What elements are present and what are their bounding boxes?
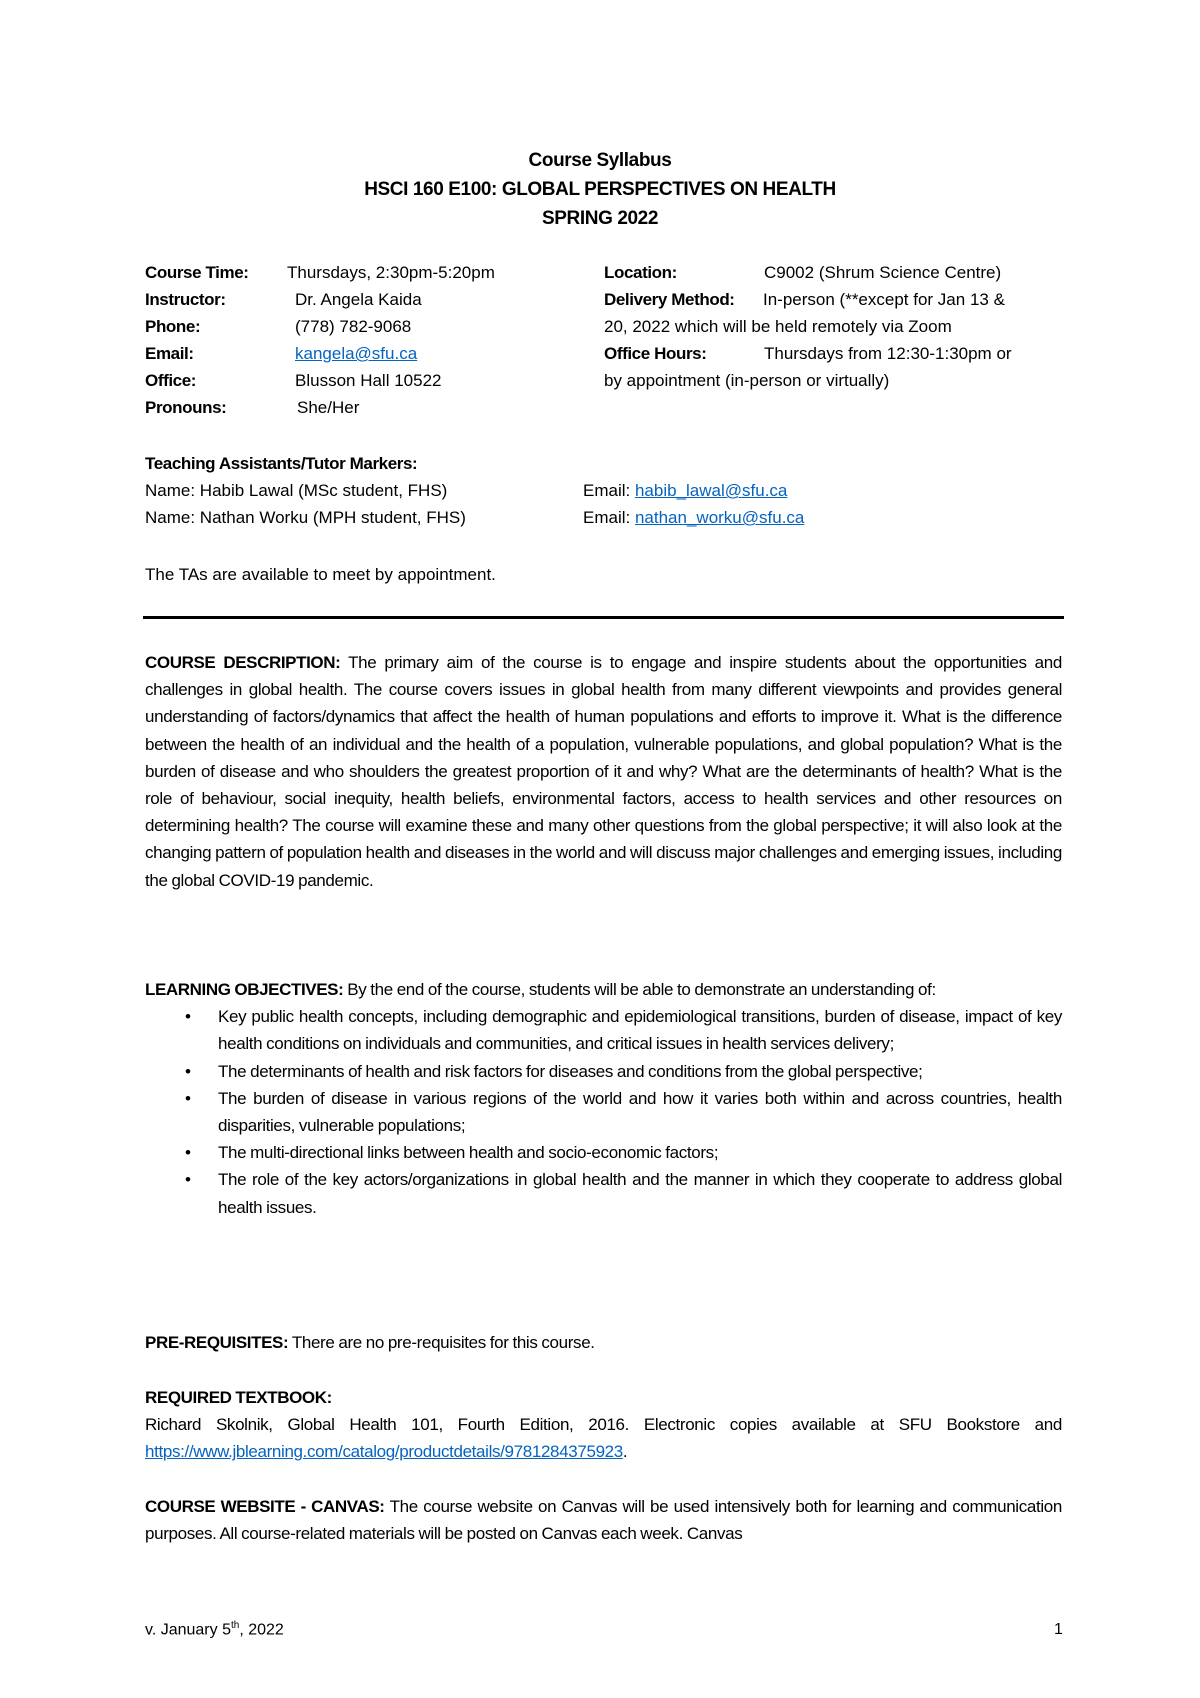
delivery-value: In-person (**except for Jan 13 & <box>763 290 1005 309</box>
page-number: 1 <box>1054 1621 1063 1638</box>
office-row <box>145 367 575 394</box>
prerequisites <box>145 1329 1062 1356</box>
list-item <box>145 1166 1062 1220</box>
instructor-row <box>145 286 575 313</box>
ta-name: Name: Habib Lawal (MSc student, FHS) <box>145 481 448 500</box>
location-row <box>604 259 1074 286</box>
doc-title: Course Syllabus <box>528 150 672 171</box>
instructor-value: Dr. Angela Kaida <box>295 290 422 309</box>
required-textbook-label: REQUIRED TEXTBOOK: <box>145 1388 332 1407</box>
office-hours-row <box>604 340 1074 367</box>
course-website-text: The course website on Canvas will be used intensively both for learning and communication purposes. All course-related materials will be posted on Canvas each week. Canvas <box>145 1497 1062 1544</box>
course-time-value: Thursdays, 2:30pm-5:20pm <box>287 263 495 282</box>
version-footer <box>145 1614 284 1642</box>
location-value: C9002 (Shrum Science Centre) <box>764 263 1002 282</box>
required-textbook-body <box>145 1411 1062 1465</box>
prerequisites-text: There are no pre-requisites for this course. <box>288 1333 595 1352</box>
ta-email-link[interactable]: habib_lawal@sfu.ca <box>634 481 788 500</box>
pronouns-label: Pronouns: <box>145 398 227 417</box>
required-textbook-period: . <box>622 1442 628 1462</box>
delivery-value-cont: 20, 2022 which will be held remotely via Zoom <box>604 317 952 336</box>
office-hours-value: Thursdays from 12:30-1:30pm or <box>764 344 1012 363</box>
phone-row <box>145 313 575 340</box>
bullet-icon: • <box>185 1088 191 1108</box>
office-label: Office: <box>145 371 197 390</box>
location-label: Location: <box>604 263 677 282</box>
title-block <box>0 146 1200 233</box>
required-textbook-text: Richard Skolnik, Global Health 101, Fourth Edition, 2016. Electronic copies available at SFU Bookstore and <box>145 1415 1062 1435</box>
course-info-right <box>604 259 1074 394</box>
bullet-icon: • <box>185 1007 191 1027</box>
ta-row <box>145 477 788 504</box>
list-item <box>145 1003 1062 1057</box>
email-row <box>145 340 575 367</box>
ta-availability-note: The TAs are available to meet by appointment. <box>145 565 496 584</box>
pronouns-row <box>145 394 575 421</box>
list-item <box>145 1058 1062 1085</box>
ta-email <box>583 504 804 531</box>
ta-email-label: Email: <box>583 508 635 527</box>
term-title: SPRING 2022 <box>542 208 658 229</box>
ta-heading: Teaching Assistants/Tutor Markers: <box>145 454 418 473</box>
required-textbook <box>145 1384 1062 1466</box>
office-value: Blusson Hall 10522 <box>295 371 442 390</box>
learning-objectives <box>145 976 1062 1221</box>
ta-name: Name: Nathan Worku (MPH student, FHS) <box>145 508 466 527</box>
ta-email-link[interactable]: nathan_worku@sfu.ca <box>634 508 805 527</box>
office-hours-label: Office Hours: <box>604 344 707 363</box>
bullet-icon: • <box>185 1170 191 1190</box>
version-sup: th <box>230 1620 240 1631</box>
instructor-label: Instructor: <box>145 290 226 309</box>
section-divider <box>143 616 1064 619</box>
delivery-row <box>604 286 1074 313</box>
delivery-label: Delivery Method: <box>604 290 735 309</box>
phone-value: (778) 782-9068 <box>295 317 412 336</box>
course-title: HSCI 160 E100: GLOBAL PERSPECTIVES ON HEALTH <box>364 179 836 200</box>
list-item <box>145 1085 1062 1139</box>
version-prefix: v. January 5 <box>145 1621 231 1639</box>
objectives-list <box>145 1003 1062 1221</box>
textbook-link[interactable]: https://www.jblearning.com/catalog/productdetails/9781284375923 <box>145 1442 623 1462</box>
ta-email <box>583 477 787 504</box>
course-time-label: Course Time: <box>145 263 249 282</box>
office-hours-value-cont: by appointment (in-person or virtually) <box>604 371 890 390</box>
bullet-icon: • <box>185 1061 191 1081</box>
objective-text: The determinants of health and risk factors for diseases and conditions from the global perspective; <box>218 1061 923 1081</box>
course-info-left <box>145 259 575 421</box>
ta-email-label: Email: <box>583 481 635 500</box>
learning-objectives-label: LEARNING OBJECTIVES: <box>145 980 344 999</box>
pronouns-value: She/Her <box>297 398 360 417</box>
objective-text: The multi-directional links between health and socio-economic factors; <box>218 1143 719 1163</box>
list-item <box>145 1139 1062 1166</box>
course-time-row <box>145 259 575 286</box>
objective-text: The burden of disease in various regions of the world and how it varies both within and across countries, health disparities, vulnerable populations; <box>218 1088 1062 1136</box>
objective-text: The role of the key actors/organizations in global health and the manner in which they cooperate to address global health issues. <box>218 1170 1062 1217</box>
course-description <box>145 649 1062 894</box>
teaching-assistants <box>145 450 805 531</box>
office-hours-row-2 <box>604 367 1074 394</box>
delivery-row-2 <box>604 313 1074 340</box>
course-description-label: COURSE DESCRIPTION: <box>145 653 341 672</box>
ta-row <box>145 504 805 531</box>
learning-objectives-intro-text: By the end of the course, students will be able to demonstrate an understanding of: <box>343 980 936 999</box>
email-label: Email: <box>145 344 194 363</box>
instructor-email-link[interactable]: kangela@sfu.ca <box>295 344 418 363</box>
course-description-text: The primary aim of the course is to engage and inspire students about the opportunities and challenges in global health. The course covers issues in global health from many different viewpoints and provides general understanding of factors/dynamics that affect the health of human populations and efforts to improve it. What is the difference between the health of an individual and the health of a population, vulnerable populations, and global population? What is the burden of disease and who shoulders the greatest proportion of it and why? What are the determinants of health? What is the role of behaviour, social inequity, health beliefs, environmental factors, access to health services and other resources on determining health? The course will examine these and many other questions from the global perspective; it will also look at the changing pattern of population health and diseases in the world and will discuss major challenges and emerging issues, including the global COVID-19 pandemic. <box>145 653 1062 890</box>
learning-objectives-intro <box>145 976 1062 1003</box>
objective-text: Key public health concepts, including demographic and epidemiological transitions, burden of disease, impact of key health conditions on individuals and communities, and critical issues in health services delivery; <box>218 1007 1062 1054</box>
phone-label: Phone: <box>145 317 201 336</box>
prerequisites-label: PRE-REQUISITES: <box>145 1333 289 1352</box>
version-suffix: , 2022 <box>239 1621 284 1639</box>
course-website <box>145 1493 1062 1547</box>
bullet-icon: • <box>185 1143 191 1163</box>
course-website-label: COURSE WEBSITE - CANVAS: <box>145 1497 385 1516</box>
